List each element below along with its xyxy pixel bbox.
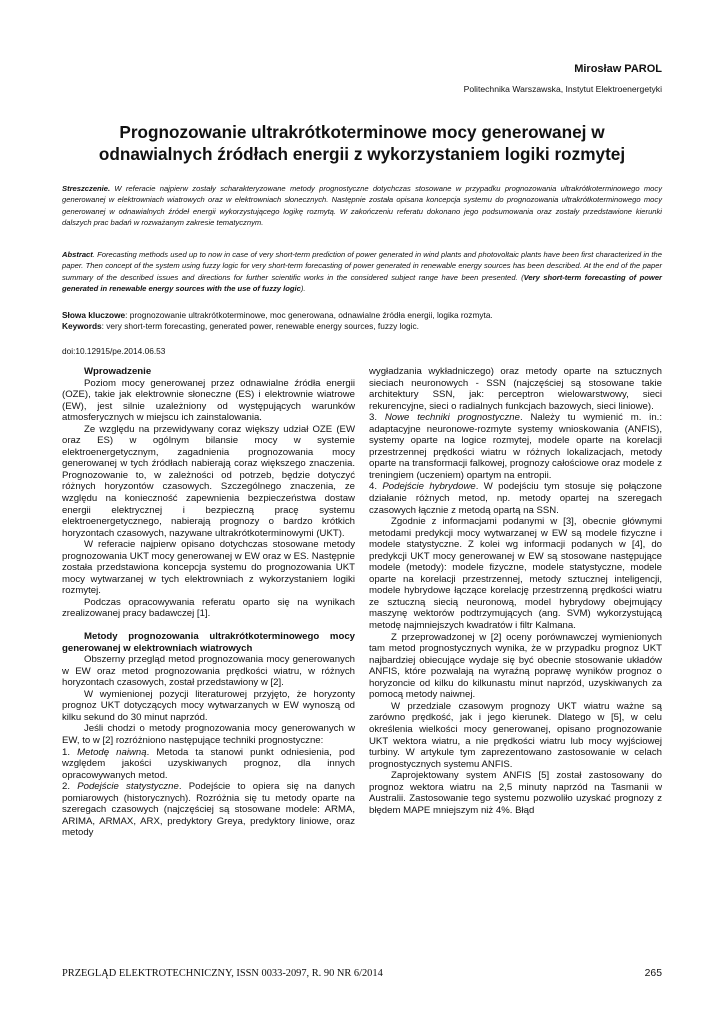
page-number: 265 xyxy=(644,968,662,979)
paragraph: W przedziale czasowym prognozy UKT wiatru ważne są zarówno prędkość, jak i jego kierunek. Dlatego w [5], w celu określenia wielkości mocy generowanej, opisano prognozowanie UKT wektora wiatru, a nie prędkości wiatru lub mocy wyjściowej turbiny. W artykule tym zaprezentowano zastosowanie w celach prognostycznych systemu ANFIS. xyxy=(369,700,662,770)
list-item: 1. Metodę naiwną. Metoda ta stanowi punkt odniesienia, pod względem jakości uzyskiwanych prognoz, dla innych opracowywanych metod. xyxy=(62,746,355,781)
abstract-english xyxy=(62,249,662,294)
paper-title xyxy=(62,121,662,165)
section-heading: Metody prognozowania ultrakrótkoterminowego mocy generowanej w elektrowniach wiatrowych xyxy=(62,631,355,654)
list-item: 4. Podejście hybrydowe. W podejściu tym stosuje się połączone działanie różnych metod, np. metody opartej na szeregach czasowych łącznie z metodą opartą na SSN. xyxy=(369,481,662,516)
paragraph: W wymienionej pozycji literaturowej przyjęto, że horyzonty prognoz UKT dotyczących mocy wytwarzanych w EW wynoszą od kilku sekund do 30 minut naprzód. xyxy=(62,688,355,723)
abstract-polish-text: W referacie najpierw zostały scharakteryzowane metody prognostyczne dotychczas stosowane w przypadku prognozowania ultrakrótkoterminowego mocy generowanej w elektrowniach wiatrowych oraz w elektrowniach słonecznych. Następnie została opisana koncepcja systemu do prognozowania ultrakrótkoterminowego mocy generowanej w odnawialnych źródeł energii wykorzystującego logikę rozmytą. W zakończeniu referatu dokonano jego podsumowania oraz zostały przedstawione kierunki dalszych prac badań w rozważanym zakresie tematycznym. xyxy=(62,184,662,227)
abstract-english-label: Abstract xyxy=(62,250,93,259)
paragraph: Z przeprowadzonej w [2] oceny porównawczej wymienionych tam metod prognostycznych wynika, że w przypadku prognoz UKT najbardziej obiecujące wydaje się być obecnie stosowanie układów ANFIS, które pozwalają na wyraźną poprawę wyników prognoz o horyzoncie od kilku do kilkunastu minut naprzód, uzyskiwanych za pomocą metody naiwnej. xyxy=(369,631,662,701)
keywords-pl-text: : prognozowanie ultrakrótkoterminowe, moc generowana, odnawialne źródła energii, logika rozmyta. xyxy=(125,310,493,320)
keywords-en-label: Keywords xyxy=(62,321,102,332)
keywords xyxy=(62,310,662,333)
title-line: odnawialnych źródłach energii z wykorzystaniem logiki rozmytej xyxy=(98,144,626,164)
keywords-pl-label: Słowa kluczowe xyxy=(62,310,126,320)
paragraph: wygładzania wykładniczego) oraz metody oparte na sztucznych sieciach neuronowych - SSN (najczęściej są stosowane takie architektury SSN, jak: perceptron wielowarstwowy, sieci rekurencyjne, sieci o radialnych funkcjach bazowych, sieci liniowe). xyxy=(369,366,662,412)
abstract-polish xyxy=(62,183,662,228)
list-item: 2. Podejście statystyczne. Podejście to opiera się na danych pomiarowych (historycznych). Rozróżnia się tu metody oparte na szeregach czasowych (najczęściej są stosowane modele: ARMA, ARIMA, ARMAX, ARX, predyktory Greya, predyktory liniowe, oraz metody xyxy=(62,781,355,839)
abstract-english-title: Very short-term forecasting of power generated in renewable energy sources with the use of fuzzy logic xyxy=(62,272,662,293)
paragraph: Ze względu na przewidywany coraz większy udział OZE (EW oraz ES) w ogólnym bilansie mocy w systemie elektroenergetycznym, zagadnienia prognozowania mocy generowanej w tych źródłach nabierają coraz większego znaczenia. Prognozowanie to, w zależności od potrzeb, będzie dotyczyć różnych horyzontów czasowych. Szczególnego znaczenia, ze względu na konieczność zapewnienia bezpieczeństwa dostaw energii elektrycznej i bezpieczną pracę systemu elektroenergetycznego, nabierają prognozy o bardzo krótkich horyzontach czasowych, nazywane ultrakrótkoterminowymi (UKT). xyxy=(62,423,355,539)
abstract-english-tail: ). xyxy=(300,283,306,293)
paragraph: Jeśli chodzi o metody prognozowania mocy generowanych w EW, to w [2] rozróżniono następujące techniki prognostyczne: xyxy=(62,723,355,746)
section-heading: Wprowadzenie xyxy=(84,366,152,377)
abstract-english-text: . Forecasting methods used up to now in case of very short-term prediction of power generated in wind plants and photovoltaic plants have been first characterized in the paper. Then concept of the system using fuzzy logic for very short-term forecasting of power generated in renewable energy sources has been described. At the end of the paper summary of the described issues and directions for further scientific works in the considered subject range have been presented. ( xyxy=(62,250,662,282)
left-column xyxy=(62,366,355,839)
paragraph: Zaprojektowany system ANFIS [5] został zastosowany do prognoz wektora wiatru na 2,5 minuty naprzód na Tasmanii w Australii. Zastosowanie tego systemu pozwoliło uzyskać prognozy z błędem MAPE mniejszym niż 4%. Błąd xyxy=(369,770,662,816)
right-column xyxy=(369,366,662,816)
list-item: 3. Nowe techniki prognostyczne. Należy tu wymienić m. in.: adaptacyjne neuronowe-rozmyte systemy wnioskowania (ANFIS), systemy oparte na logice rozmytej, modele oparte na korelacji przestrzennej prędkości wiatru w różnych lokalizacjach, metody oparte na transformacji falkowej, prognozy całościowe oraz modele z treningiem (uczeniem) opartym na entropii. xyxy=(369,412,662,481)
title-line: Prognozowanie ultrakrótkoterminowe mocy generowanej w xyxy=(119,122,605,142)
author-name: Mirosław PAROL xyxy=(574,63,662,75)
doi: doi:10.12915/pe.2014.06.53 xyxy=(62,346,166,356)
journal-footer: PRZEGLĄD ELEKTROTECHNICZNY, ISSN 0033-2097, R. 90 NR 6/2014 xyxy=(62,968,383,979)
paragraph: Poziom mocy generowanej przez odnawialne źródła energii (OZE), takie jak elektrownie słoneczne (ES) i elektrownie wiatrowe (EW), jest silnie uzależniony od występujących warunków atmosferycznych w miejscu ich zainstalowania. xyxy=(62,377,355,424)
paragraph: Obszerny przegląd metod prognozowania mocy generowanych w EW oraz metod prognozowania prędkości wiatru, w różnych horyzontach czasowych, został przedstawiony w [2]. xyxy=(62,654,355,689)
abstract-polish-label: Streszczenie. xyxy=(62,184,111,193)
keywords-en-text: : very short-term forecasting, generated power, renewable energy sources, fuzzy logic. xyxy=(101,321,419,332)
paragraph: Podczas opracowywania referatu oparto się na wynikach zrealizowanej pracy badawczej [1]. xyxy=(62,596,355,620)
paragraph: W referacie najpierw opisano dotychczas stosowane metody prognozowania UKT mocy generowanej w EW oraz w ES. Następnie została przedstawiona koncepcja systemu do prognozowania UKT mocy wytwarzanej w tych elektrowniach z wykorzystaniem logiki rozmytej. xyxy=(62,539,355,597)
author-affiliation: Politechnika Warszawska, Instytut Elektroenergetyki xyxy=(463,84,662,94)
paragraph: Zgodnie z informacjami podanymi w [3], obecnie głównymi metodami predykcji mocy wytwarzanej w EW są modele fizyczne i modele statystyczne. Z kolei wg informacji podanych w [4], do predykcji UKT mocy generowanej w EW są stosowane następujące modele (metody): modele fizyczne, modele statystyczne, modele oparte na korelacji przestrzennej, metody sztucznej inteligencji, modele hybrydowe łączące korelację przestrzenną prędkości wiatru ze sztuczną siecią neuronową, model hybrydowy obejmujący maszynę wektorów podtrzymujących (ang. SVM) wykorzystującą metodę najmniejszych kwadratów i filtr Kalmana. xyxy=(369,516,662,632)
